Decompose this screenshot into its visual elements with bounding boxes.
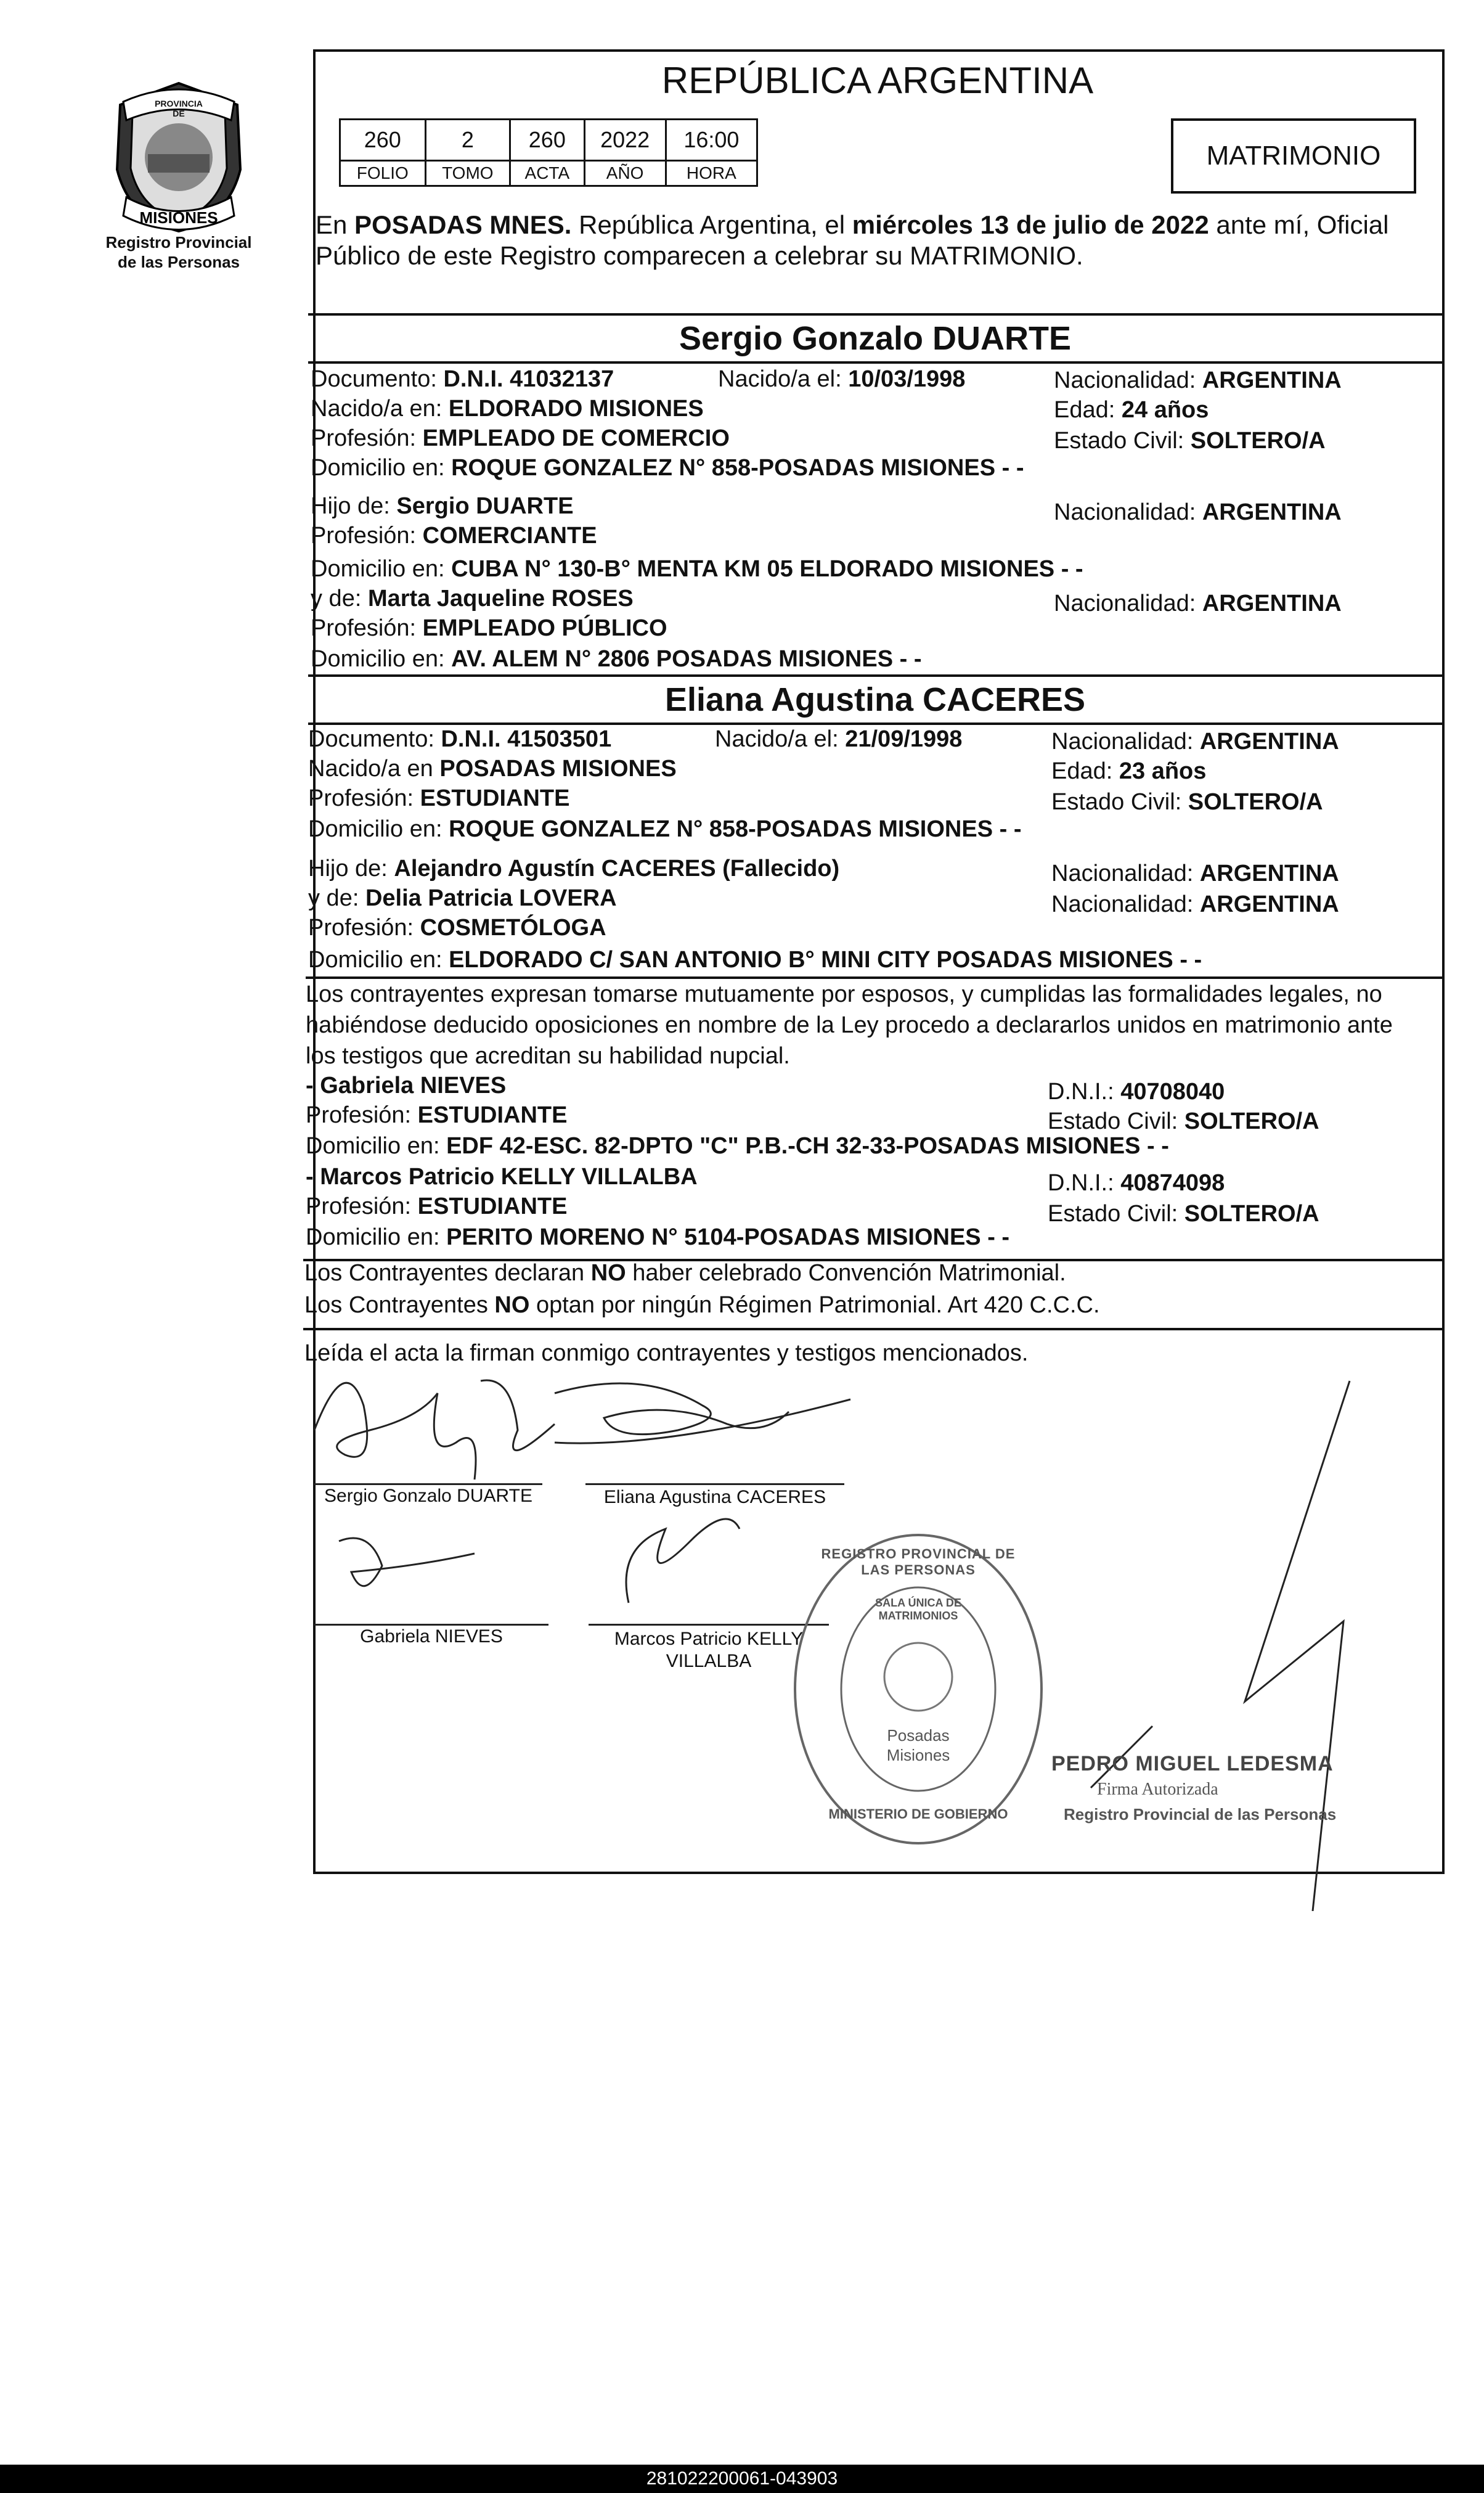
page-title: REPÚBLICA ARGENTINA [661, 60, 1094, 101]
stamp-center-2: Misiones [886, 1746, 950, 1764]
stamp-ring-bottom: MINISTERIO DE GOBIERNO [828, 1806, 1008, 1822]
logo-seal-text-bottom: MISIONES [139, 208, 218, 227]
spouse2-birthplace: Nacido/a en POSADAS MISIONES [308, 756, 677, 782]
divider [308, 674, 1442, 677]
acta-value: 260 [510, 120, 584, 161]
witness2-civil: Estado Civil: SOLTERO/A [1048, 1201, 1319, 1227]
spouse2-father: Hijo de: Alejandro Agustín CACERES (Fallecido) [308, 856, 840, 882]
spouse1-mother-nat: Nacionalidad: ARGENTINA [1054, 591, 1342, 616]
intro-text-c: ante mí, Oficial [1209, 210, 1389, 239]
official-office: Registro Provincial de las Personas [1064, 1805, 1337, 1824]
witness1-civil: Estado Civil: SOLTERO/A [1048, 1108, 1319, 1134]
signature-line [314, 1624, 548, 1626]
witness1-name: - Gabriela NIEVES [306, 1073, 507, 1099]
folio-value: 260 [340, 120, 426, 161]
spouse2-born: Nacido/a el: 21/09/1998 [715, 726, 963, 752]
logo-caption-2: de las Personas [118, 253, 240, 271]
spouse1-father-prof: Profesión: COMERCIANTE [311, 523, 597, 549]
spouse2-prof: Profesión: ESTUDIANTE [308, 785, 570, 811]
anio-label: AÑO [584, 161, 666, 186]
logo-caption-1: Registro Provincial [105, 233, 252, 252]
spouse1-name: Sergio Gonzalo DUARTE [679, 320, 1072, 357]
spouse2-civil: Estado Civil: SOLTERO/A [1051, 789, 1323, 815]
acta-label: ACTA [510, 161, 584, 186]
spouse1-prof: Profesión: EMPLEADO DE COMERCIO [311, 425, 730, 451]
regime-line-1: Los Contrayentes declaran NO haber celebrado Convención Matrimonial. [304, 1260, 1066, 1286]
spouse1-civil: Estado Civil: SOLTERO/A [1054, 428, 1326, 454]
stamp-ring-inner: SALA ÚNICA DE MATRIMONIOS [875, 1597, 961, 1622]
tomo-label: TOMO [425, 161, 510, 186]
official-stamp [789, 1529, 1048, 1849]
spouse2-age: Edad: 23 años [1051, 758, 1207, 784]
signature-line [585, 1483, 844, 1485]
act-type-box: MATRIMONIO [1171, 118, 1416, 194]
divider [308, 313, 1442, 316]
declaration-line-1: Los contrayentes expresan tomarse mutuamente por esposos, y cumplidas las formalidades legales, no [306, 981, 1382, 1007]
record-table [339, 118, 758, 187]
witness2-dni: D.N.I.: 40874098 [1048, 1170, 1225, 1196]
spouse2-mother: y de: Delia Patricia LOVERA [308, 885, 617, 911]
spouse1-father-nat: Nacionalidad: ARGENTINA [1054, 499, 1342, 525]
logo-seal-text-top: PROVINCIA DE [155, 99, 203, 118]
anio-value: 2022 [584, 120, 666, 161]
spouse2-nat: Nacionalidad: ARGENTINA [1051, 729, 1339, 755]
closing-text: Leída el acta la firman conmigo contrayentes y testigos mencionados. [304, 1340, 1029, 1366]
intro-line-2: Público de este Registro comparecen a celebrar su MATRIMONIO. [316, 241, 1083, 270]
spouse2-father-nat: Nacionalidad: ARGENTINA [1051, 861, 1339, 886]
signature-s2: Eliana Agustina CACERES [603, 1487, 826, 1507]
spouse1-father-addr: Domicilio en: CUBA N° 130-B° MENTA KM 05 ELDORADO MISIONES - - [311, 556, 1083, 582]
intro-line-1 [316, 210, 1388, 240]
witness1-dni: D.N.I.: 40708040 [1048, 1079, 1225, 1105]
intro-date: miércoles 13 de julio de 2022 [852, 210, 1209, 239]
spouse2-mother-prof: Profesión: COSMETÓLOGA [308, 915, 606, 941]
regime-line-2: Los Contrayentes NO optan por ningún Régimen Patrimonial. Art 420 C.C.C. [304, 1292, 1100, 1318]
spouse2-name: Eliana Agustina CACERES [664, 681, 1086, 718]
hora-value: 16:00 [666, 120, 757, 161]
folio-label: FOLIO [340, 161, 426, 186]
stamp-center-1: Posadas [887, 1726, 950, 1745]
declaration-line-3: los testigos que acreditan su habilidad nupcial. [306, 1043, 790, 1069]
spouse1-mother: y de: Marta Jaqueline ROSES [311, 586, 634, 612]
signature-s1: Sergio Gonzalo DUARTE [324, 1486, 532, 1506]
signature-line [314, 1483, 542, 1485]
spouse1-addr: Domicilio en: ROQUE GONZALEZ N° 858-POSADAS MISIONES - - [311, 455, 1024, 481]
witness2-prof: Profesión: ESTUDIANTE [306, 1193, 568, 1219]
official-name: PEDRO MIGUEL LEDESMA [1051, 1752, 1334, 1775]
spouse2-mother-nat: Nacionalidad: ARGENTINA [1051, 891, 1339, 917]
witness2-name: - Marcos Patricio KELLY VILLALBA [306, 1164, 698, 1190]
tomo-value: 2 [425, 120, 510, 161]
spouse2-addr: Domicilio en: ROQUE GONZALEZ N° 858-POSADAS MISIONES - - [308, 816, 1022, 842]
witness1-addr: Domicilio en: EDF 42-ESC. 82-DPTO "C" P.B.-CH 32-33-POSADAS MISIONES - - [306, 1133, 1169, 1159]
stamp-ring-top: REGISTRO PROVINCIAL DE LAS PERSONAS [821, 1546, 1016, 1578]
divider [303, 1328, 1442, 1330]
spouse1-father: Hijo de: Sergio DUARTE [311, 493, 574, 519]
spouse2-doc: Documento: D.N.I. 41503501 [308, 726, 612, 752]
declaration-line-2: habiéndose deducido oposiciones en nombre de la Ley procedo a declararlos unidos en matrimonio ante [306, 1012, 1393, 1038]
hora-label: HORA [666, 161, 757, 186]
spouse1-mother-prof: Profesión: EMPLEADO PÚBLICO [311, 615, 667, 641]
spouse1-mother-addr: Domicilio en: AV. ALEM N° 2806 POSADAS MISIONES - - [311, 646, 922, 672]
divider [308, 361, 1442, 364]
spouse1-nat: Nacionalidad: ARGENTINA [1054, 367, 1342, 393]
intro-place: POSADAS MNES. [354, 210, 572, 239]
spouse1-age: Edad: 24 años [1054, 397, 1209, 423]
intro-text-a: En [316, 210, 355, 239]
spouse2-mother-addr: Domicilio en: ELDORADO C/ SAN ANTONIO B° MINI CITY POSADAS MISIONES - - [308, 947, 1202, 973]
divider [306, 976, 1442, 979]
footer-code: 281022200061-043903 [646, 2468, 838, 2489]
spouse1-born: Nacido/a el: 10/03/1998 [718, 366, 966, 392]
spouse1-doc: Documento: D.N.I. 41032137 [311, 366, 614, 392]
signature-s4b: VILLALBA [666, 1651, 752, 1671]
official-role: Firma Autorizada [1097, 1780, 1218, 1799]
witness1-prof: Profesión: ESTUDIANTE [306, 1102, 568, 1128]
signature-s3: Gabriela NIEVES [360, 1626, 503, 1647]
signature-s4a: Marcos Patricio KELLY [614, 1629, 804, 1649]
intro-text-b: República Argentina, el [571, 210, 852, 239]
spouse1-birthplace: Nacido/a en: ELDORADO MISIONES [311, 396, 704, 422]
witness2-addr: Domicilio en: PERITO MORENO N° 5104-POSADAS MISIONES - - [306, 1224, 1010, 1250]
